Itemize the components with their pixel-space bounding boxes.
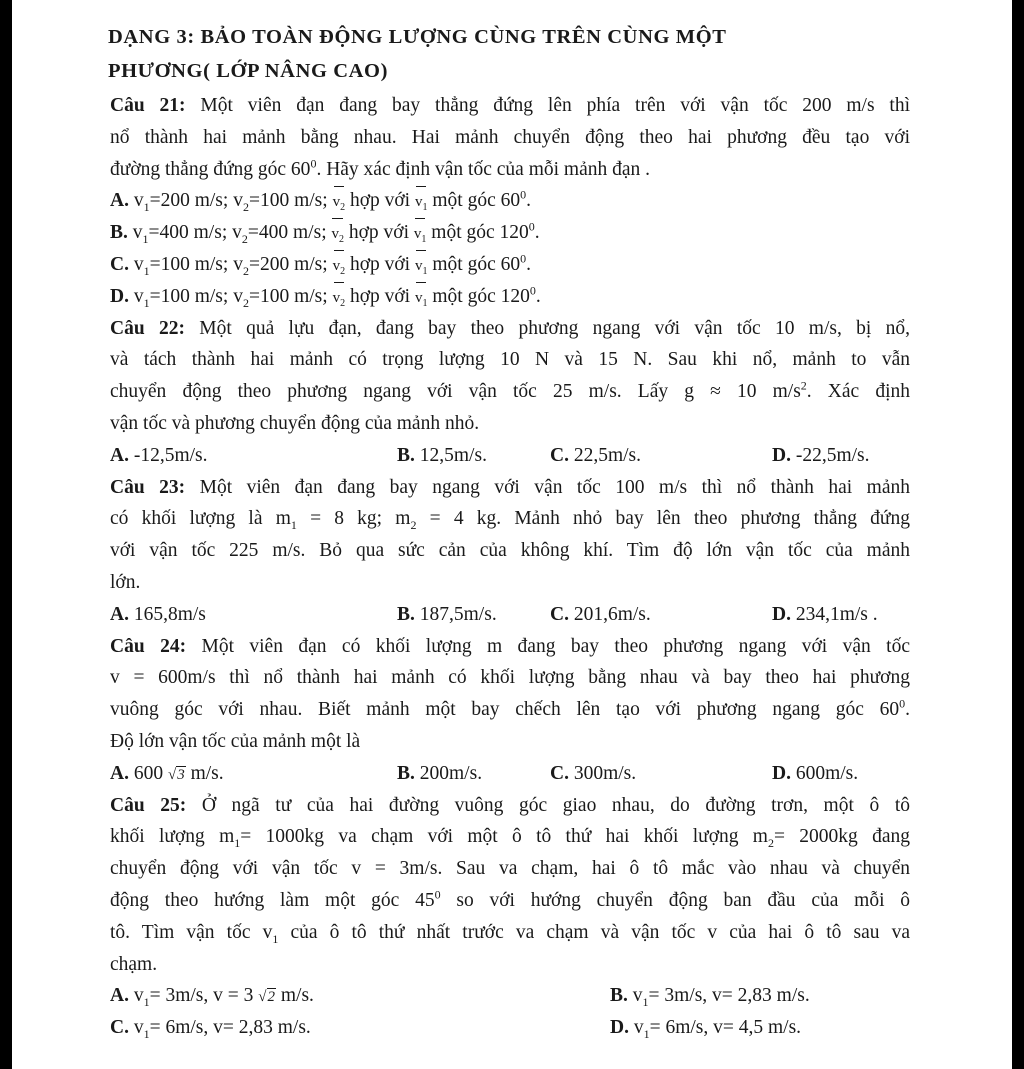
q23-text-2c: = 4 kg. Mảnh nhỏ bay lên theo phương thẳng đứng bbox=[416, 508, 910, 530]
q21-option-d[interactable] bbox=[110, 281, 910, 313]
vector-v2 bbox=[333, 283, 346, 315]
option-letter: B. bbox=[397, 444, 415, 466]
sub-1: 1 bbox=[643, 1027, 650, 1041]
vec-sub: 1 bbox=[422, 297, 428, 309]
q21-c-v2: 200 m/s bbox=[259, 253, 323, 275]
q21-text-3b: . Hãy xác định vận tốc của mỗi mảnh đạn . bbox=[316, 158, 651, 180]
separator: ; bbox=[322, 253, 333, 275]
option-letter: B. bbox=[397, 762, 415, 784]
q22-sup: 2 bbox=[800, 378, 807, 393]
q25-options-row-2 bbox=[110, 1012, 910, 1044]
q25-line-5 bbox=[110, 917, 910, 949]
option-letter: A. bbox=[110, 762, 129, 784]
q21-a-v2: 100 m/s bbox=[259, 190, 323, 212]
q24-text-3a: vuông góc với nhau. Biết mảnh một bay chếch lên tạo với phương ngang góc 60 bbox=[110, 699, 900, 721]
option-letter: B. bbox=[610, 985, 628, 1007]
vector-v1 bbox=[415, 251, 428, 283]
hop-voi-text: hợp với bbox=[343, 222, 414, 244]
mot-goc-text: một góc bbox=[426, 222, 500, 244]
q21-b-v1: 400 m/s bbox=[159, 222, 222, 244]
separator: ; bbox=[322, 285, 333, 307]
q25-text-4b: so với hướng chuyển động ban đầu của mỗi ô bbox=[440, 889, 911, 911]
sub-1: 1 bbox=[234, 836, 241, 851]
sub-1: 1 bbox=[143, 200, 150, 215]
option-text: 201,6m/s. bbox=[568, 603, 651, 625]
q23-option-d[interactable] bbox=[772, 599, 878, 631]
q25-text-2a: khối lượng m bbox=[110, 826, 235, 848]
v-symbol: v bbox=[233, 190, 243, 212]
q22-line-4: vận tốc và phương chuyển động của mảnh nhỏ. bbox=[110, 412, 480, 434]
sub-1: 1 bbox=[290, 518, 297, 533]
q21-b-v2: 400 m/s bbox=[258, 222, 322, 244]
option-unit: m/s. bbox=[185, 762, 224, 784]
q22-line-1 bbox=[110, 313, 910, 345]
vector-v1 bbox=[415, 187, 428, 219]
option-letter: D. bbox=[772, 603, 791, 625]
eq-sign: = bbox=[248, 285, 260, 307]
v-symbol: v bbox=[232, 222, 242, 244]
option-text: -12,5m/s. bbox=[128, 444, 208, 466]
vector-v1 bbox=[415, 283, 428, 315]
q25-sup: 0 bbox=[434, 887, 441, 902]
q25-label: Câu 25: bbox=[110, 794, 187, 816]
vec-sub: 1 bbox=[421, 234, 427, 246]
hop-voi-text: hợp với bbox=[345, 253, 415, 275]
sqrt-symbol bbox=[258, 988, 276, 1005]
q22-option-d[interactable] bbox=[772, 440, 870, 472]
q23-line-2 bbox=[110, 503, 910, 535]
option-unit: m/s. bbox=[276, 985, 314, 1007]
q21-d-angle: 120 bbox=[500, 285, 530, 307]
q25-text-1: Ở ngã tư của hai đường vuông góc giao nhau, do đường trơn, một ô tô bbox=[186, 794, 910, 816]
eq-sign: = bbox=[148, 222, 160, 244]
sub-1: 1 bbox=[272, 931, 279, 946]
q22-text-3b: . Xác định bbox=[806, 381, 911, 403]
period: . bbox=[526, 190, 531, 212]
v-symbol: v bbox=[233, 285, 243, 307]
option-letter: A. bbox=[110, 985, 129, 1007]
sub-1: 1 bbox=[143, 995, 150, 1010]
q25-line-1 bbox=[110, 790, 910, 822]
degree-sup: 0 bbox=[528, 219, 535, 234]
question-23 bbox=[110, 472, 910, 631]
q24-option-a[interactable] bbox=[110, 758, 224, 792]
sub-2: 2 bbox=[242, 263, 249, 278]
option-text: = 6m/s, v= 2,83 m/s. bbox=[149, 1017, 311, 1039]
vector-v2 bbox=[331, 219, 344, 251]
q21-b-angle: 120 bbox=[499, 222, 529, 244]
eq-sign: = bbox=[149, 285, 161, 307]
q24-line-3 bbox=[110, 694, 910, 726]
sub-1: 1 bbox=[143, 295, 150, 310]
sub-2: 2 bbox=[242, 200, 249, 215]
q24-option-d[interactable] bbox=[772, 758, 858, 790]
q21-option-b-letter: B. bbox=[110, 222, 128, 244]
option-text: 187,5m/s. bbox=[414, 603, 497, 625]
option-text: 600 bbox=[128, 762, 168, 784]
vector-v2 bbox=[333, 187, 346, 219]
q21-line-1 bbox=[110, 90, 910, 122]
q22-label: Câu 22: bbox=[110, 317, 185, 339]
degree-sup: 0 bbox=[520, 187, 527, 202]
v-symbol: v bbox=[233, 253, 243, 275]
vec-letter: v bbox=[413, 226, 422, 243]
q21-d-v1: 100 m/s bbox=[160, 285, 223, 307]
sqrt-symbol bbox=[168, 766, 186, 783]
vec-letter: v bbox=[332, 289, 341, 306]
q21-text-3a: đường thẳng đứng góc 60 bbox=[110, 158, 311, 180]
vec-sub: 2 bbox=[340, 265, 346, 277]
vec-sub: 2 bbox=[338, 234, 344, 246]
option-text: 234,1m/s . bbox=[790, 603, 878, 625]
q25-text-2b: = 1000kg va chạm với một ô tô thứ hai khối lượng m bbox=[240, 826, 768, 848]
q22-option-c[interactable] bbox=[550, 440, 641, 472]
sub-2: 2 bbox=[410, 518, 417, 533]
q24-line-1 bbox=[110, 631, 910, 663]
document-page bbox=[110, 20, 910, 1044]
question-25 bbox=[110, 790, 910, 1044]
q25-line-2 bbox=[110, 821, 910, 853]
q23-option-b[interactable] bbox=[397, 599, 497, 631]
option-text: = 6m/s, v= 4,5 m/s. bbox=[649, 1017, 802, 1039]
q23-text-2b: = 8 kg; m bbox=[296, 508, 411, 530]
sqrt-sign: √ bbox=[167, 766, 177, 783]
vec-sub: 1 bbox=[422, 265, 428, 277]
q22-line-2: và tách thành hai mảnh có trọng lượng 10 N và 15 N. Sau khi nổ, mảnh to vẫn bbox=[110, 349, 910, 371]
q21-line-3 bbox=[110, 154, 910, 186]
vec-sub: 2 bbox=[340, 202, 346, 214]
option-text: 600m/s. bbox=[790, 762, 859, 784]
sub-1: 1 bbox=[642, 995, 649, 1010]
q24-text-3b: . bbox=[905, 699, 910, 721]
q23-line-3: với vận tốc 225 m/s. Bỏ qua sức cản của không khí. Tìm độ lớn vận tốc của mảnh bbox=[110, 540, 910, 562]
radicand: 3 bbox=[177, 766, 185, 783]
vec-letter: v bbox=[414, 194, 423, 211]
q23-option-a[interactable] bbox=[110, 599, 206, 631]
separator: ; bbox=[221, 222, 233, 244]
eq-sign: = bbox=[247, 222, 259, 244]
q25-text-2c: = 2000kg đang bbox=[773, 826, 910, 848]
q22-line-3 bbox=[110, 376, 910, 408]
q21-c-v1: 100 m/s bbox=[160, 253, 223, 275]
radicand: 2 bbox=[267, 989, 275, 1006]
v-symbol: v bbox=[133, 190, 144, 212]
q24-option-c[interactable] bbox=[550, 758, 636, 790]
vec-letter: v bbox=[414, 257, 423, 274]
option-text: v bbox=[128, 1017, 144, 1039]
sub-2: 2 bbox=[767, 836, 774, 851]
option-text: 300m/s. bbox=[568, 762, 637, 784]
q25-text-5a: tô. Tìm vận tốc v bbox=[110, 921, 273, 943]
vec-letter: v bbox=[414, 289, 423, 306]
degree-sup: 0 bbox=[520, 251, 527, 266]
q25-option-d[interactable] bbox=[610, 1012, 801, 1044]
option-text: v bbox=[128, 985, 144, 1007]
q25-option-b[interactable] bbox=[610, 980, 810, 1012]
q24-line-4: Độ lớn vận tốc của mảnh một là bbox=[110, 730, 361, 752]
q22-text-3a: chuyển động theo phương ngang với vận tốc 25 m/s. Lấy g ≈ 10 m/s bbox=[110, 381, 801, 403]
v-symbol: v bbox=[133, 285, 144, 307]
q23-text-2a: có khối lượng là m bbox=[110, 508, 291, 530]
q25-option-c[interactable] bbox=[110, 1012, 311, 1044]
q25-text-5b: của ô tô thứ nhất trước va chạm và vận tốc v của hai ô tô sau va bbox=[278, 921, 911, 943]
period: . bbox=[535, 285, 541, 307]
question-22 bbox=[110, 313, 910, 472]
period: . bbox=[526, 253, 531, 275]
separator: ; bbox=[322, 190, 333, 212]
section-title bbox=[108, 20, 910, 88]
sub-2: 2 bbox=[241, 232, 248, 247]
q21-line-2: nổ thành hai mảnh bằng nhau. Hai mảnh chuyển động theo hai phương đều tạo với bbox=[110, 126, 910, 148]
q21-option-a[interactable] bbox=[110, 185, 910, 217]
q23-line-1 bbox=[110, 472, 910, 504]
q22-options bbox=[110, 440, 910, 472]
q25-line-4 bbox=[110, 885, 910, 917]
mot-goc-text: một góc bbox=[427, 190, 501, 212]
eq-sign: = bbox=[149, 190, 161, 212]
option-letter: C. bbox=[550, 603, 569, 625]
q21-a-v1: 200 m/s bbox=[160, 190, 223, 212]
hop-voi-text: hợp với bbox=[345, 190, 415, 212]
q23-text-1: Một viên đạn đang bay ngang với vận tốc 100 m/s thì nổ thành hai mảnh bbox=[185, 476, 910, 498]
q21-option-c[interactable] bbox=[110, 249, 910, 281]
q21-d-v2: 100 m/s bbox=[259, 285, 323, 307]
q22-option-a[interactable] bbox=[110, 440, 208, 472]
separator: ; bbox=[222, 253, 234, 275]
vec-sub: 2 bbox=[340, 297, 346, 309]
separator: ; bbox=[222, 190, 234, 212]
q23-label: Câu 23: bbox=[110, 476, 186, 498]
q24-label: Câu 24: bbox=[110, 635, 187, 657]
sub-1: 1 bbox=[142, 232, 149, 247]
question-24 bbox=[110, 631, 910, 790]
period: . bbox=[534, 222, 540, 244]
vec-letter: v bbox=[332, 194, 341, 211]
q21-degree: 0 bbox=[310, 156, 317, 171]
q21-option-a-letter: A. bbox=[110, 190, 129, 212]
sqrt-sign: √ bbox=[258, 989, 267, 1006]
q24-text-1: Một viên đạn có khối lượng m đang bay theo phương ngang với vận tốc bbox=[186, 635, 910, 657]
title-line-2: PHƯƠNG( LỚP NÂNG CAO) bbox=[108, 60, 389, 82]
q25-line-3: chuyển động với vận tốc v = 3m/s. Sau va chạm, hai ô tô mắc vào nhau và chuyển bbox=[110, 858, 910, 880]
q23-option-c[interactable] bbox=[550, 599, 651, 631]
vector-v2 bbox=[333, 251, 346, 283]
eq-sign: = bbox=[149, 253, 161, 275]
degree-sup: 0 bbox=[529, 283, 536, 298]
option-text: -22,5m/s. bbox=[790, 444, 870, 466]
q23-options bbox=[110, 599, 910, 631]
option-text: 12,5m/s. bbox=[414, 444, 487, 466]
sub-2: 2 bbox=[242, 295, 249, 310]
option-letter: D. bbox=[610, 1017, 629, 1039]
q21-text-1: Một viên đạn đang bay thẳng đứng lên phía trên với vận tốc 200 m/s thì bbox=[185, 95, 910, 116]
option-text: = 3m/s, v= 2,83 m/s. bbox=[648, 985, 810, 1007]
option-text: v bbox=[628, 1017, 644, 1039]
vec-letter: v bbox=[332, 257, 341, 274]
separator: ; bbox=[321, 222, 332, 244]
option-letter: A. bbox=[110, 603, 129, 625]
mot-goc-text: một góc bbox=[427, 285, 501, 307]
mot-goc-text: một góc bbox=[427, 253, 501, 275]
q24-options bbox=[110, 758, 910, 790]
q25-text-4a: động theo hướng làm một góc 45 bbox=[110, 889, 435, 911]
title-line-1: DẠNG 3: BẢO TOÀN ĐỘNG LƯỢNG CÙNG TRÊN CÙNG MỘT bbox=[108, 26, 727, 48]
option-letter: D. bbox=[772, 444, 791, 466]
q21-a-angle: 60 bbox=[500, 190, 521, 212]
q25-option-a[interactable] bbox=[110, 980, 314, 1014]
eq-sign: = bbox=[248, 253, 260, 275]
option-letter: C. bbox=[550, 762, 569, 784]
option-letter: D. bbox=[772, 762, 791, 784]
vec-sub: 1 bbox=[422, 202, 428, 214]
q21-c-angle: 60 bbox=[500, 253, 521, 275]
option-text: 200m/s. bbox=[414, 762, 483, 784]
option-letter: C. bbox=[110, 1017, 129, 1039]
option-letter: B. bbox=[397, 603, 415, 625]
q24-option-b[interactable] bbox=[397, 758, 482, 790]
q22-option-b[interactable] bbox=[397, 440, 487, 472]
q21-option-c-letter: C. bbox=[110, 253, 129, 275]
q24-sup: 0 bbox=[899, 696, 906, 711]
option-text: 165,8m/s bbox=[128, 603, 206, 625]
q24-line-2: v = 600m/s thì nổ thành hai mảnh có khối lượng bằng nhau và bay theo hai phương bbox=[110, 667, 910, 689]
q21-option-b[interactable] bbox=[110, 217, 910, 249]
option-text: v bbox=[627, 985, 643, 1007]
option-text: 22,5m/s. bbox=[568, 444, 642, 466]
q23-line-4: lớn. bbox=[110, 571, 141, 593]
separator: ; bbox=[222, 285, 234, 307]
v-symbol: v bbox=[133, 253, 144, 275]
option-letter: A. bbox=[110, 444, 129, 466]
q21-option-d-letter: D. bbox=[110, 285, 129, 307]
q22-text-1: Một quả lựu đạn, đang bay theo phương ngang với vận tốc 10 m/s, bị nổ, bbox=[184, 317, 910, 339]
q25-line-6: chạm. bbox=[110, 953, 158, 975]
eq-sign: = bbox=[248, 190, 260, 212]
question-21 bbox=[110, 90, 910, 313]
vector-v1 bbox=[414, 219, 427, 251]
left-edge-border bbox=[0, 0, 12, 1069]
option-text: = 3m/s, v = 3 bbox=[149, 985, 259, 1007]
q25-options-row-1 bbox=[110, 980, 910, 1012]
vec-letter: v bbox=[331, 226, 339, 243]
sub-1: 1 bbox=[143, 1027, 150, 1041]
right-edge-border bbox=[1012, 0, 1024, 1069]
v-symbol: v bbox=[132, 222, 143, 244]
option-letter: C. bbox=[550, 444, 569, 466]
hop-voi-text: hợp với bbox=[345, 285, 415, 307]
sub-1: 1 bbox=[143, 263, 150, 278]
q21-label: Câu 21: bbox=[110, 95, 186, 116]
